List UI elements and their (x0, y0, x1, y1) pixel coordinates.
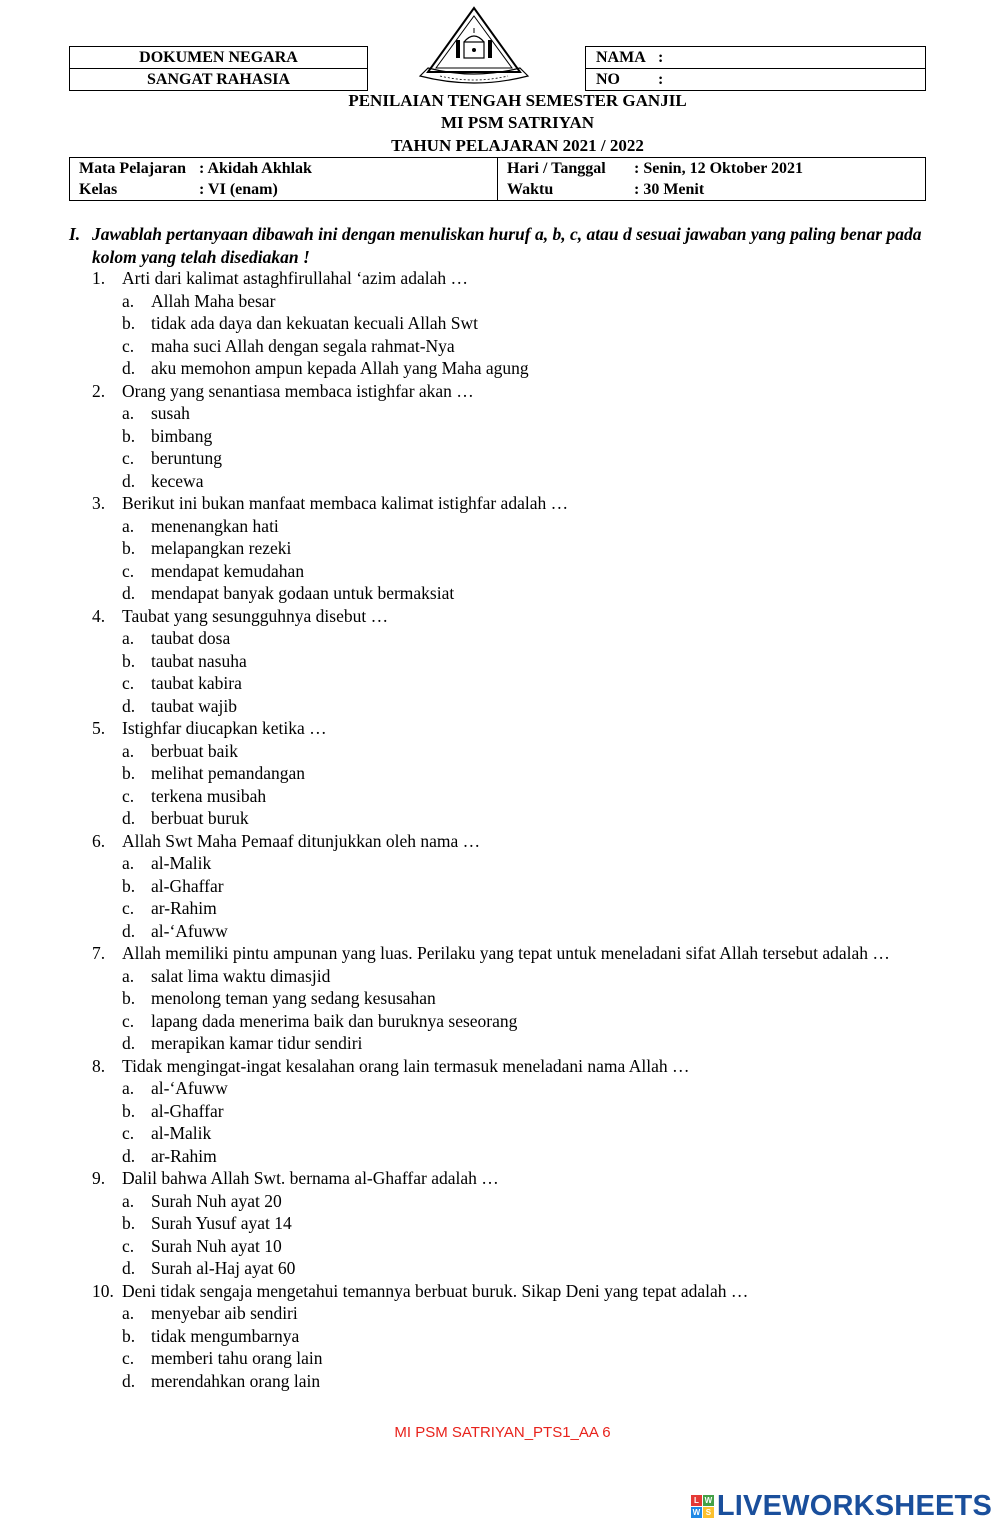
answer-option[interactable] (122, 537, 932, 560)
question-list (92, 267, 932, 1392)
option-letter: d. (122, 1145, 136, 1166)
option-letter: b. (122, 425, 136, 446)
question-text: Allah memiliki pintu ampunan yang luas. Perilaku yang tepat untuk meneladani sifat Allah tersebut adalah … (122, 943, 890, 963)
answer-option[interactable] (122, 1122, 932, 1145)
question-number: 4. (92, 605, 106, 626)
exam-info-table (69, 157, 926, 201)
option-letter: c. (122, 785, 135, 806)
answer-option[interactable] (122, 582, 932, 605)
option-letter: c. (122, 1348, 135, 1368)
liveworksheets-logo[interactable] (691, 1490, 992, 1523)
class-label: Kelas (79, 181, 118, 198)
option-text: taubat wajib (151, 695, 238, 716)
option-letter: c. (122, 448, 135, 468)
exam-title: PENILAIAN TENGAH SEMESTER GANJIL (348, 91, 687, 110)
date-value: : Senin, 12 Oktober 2021 (634, 160, 804, 177)
question-number: 7. (92, 943, 106, 963)
option-text: taubat dosa (151, 628, 231, 648)
option-letter: a. (122, 628, 135, 648)
option-text: menenangkan hati (151, 515, 279, 536)
subject-row (79, 158, 497, 179)
option-text: salat lima waktu dimasjid (151, 965, 331, 986)
date-label: Hari / Tanggal (507, 160, 606, 177)
option-text: kecewa (151, 470, 204, 491)
option-letter: b. (122, 1213, 136, 1233)
option-letter: c. (122, 560, 135, 581)
option-letter: b. (122, 1325, 136, 1346)
answer-option[interactable] (122, 965, 932, 988)
answer-option[interactable] (122, 312, 932, 335)
logo-tile: W (692, 1508, 701, 1517)
option-text: merendahkan orang lain (151, 1370, 321, 1391)
option-letter: b. (122, 650, 136, 671)
question-number: 9. (92, 1168, 106, 1188)
option-letter: a. (122, 290, 135, 311)
option-text: mendapat banyak godaan untuk bermaksiat (151, 583, 455, 603)
question-number: 2. (92, 380, 106, 401)
option-text: al-‘Afuww (151, 920, 228, 941)
instruction-text: Jawablah pertanyaan dibawah ini dengan menuliskan huruf a, b, c, atau d sesuai jawaban yang paling benar pada kolom yang telah disediakan ! (92, 224, 922, 267)
option-letter: d. (122, 695, 136, 716)
option-letter: d. (122, 470, 136, 491)
question-text: Berikut ini bukan manfaat membaca kalimat istighfar adalah … (122, 493, 569, 513)
question-item (92, 1167, 932, 1280)
option-letter: d. (122, 1033, 136, 1053)
option-letter: d. (122, 358, 136, 378)
option-text: menolong teman yang sedang kesusahan (151, 988, 436, 1008)
option-letter: d. (122, 1258, 136, 1278)
option-text: susah (151, 403, 190, 423)
answer-option[interactable] (122, 695, 932, 718)
option-text: memberi tahu orang lain (151, 1348, 323, 1368)
option-letter: c. (122, 335, 135, 356)
option-text: al-Ghaffar (151, 875, 224, 896)
answer-option[interactable] (122, 1010, 932, 1033)
question-item (92, 1055, 932, 1168)
answer-option[interactable] (122, 987, 932, 1010)
question-number: 3. (92, 493, 106, 513)
option-letter: d. (122, 920, 136, 941)
answer-option[interactable] (122, 1235, 932, 1258)
question-text: Istighfar diucapkan ketika … (122, 718, 327, 738)
logo-tile: W (704, 1496, 713, 1505)
option-letter: c. (122, 1123, 135, 1143)
question-item (92, 492, 932, 605)
answer-option[interactable] (122, 1325, 932, 1348)
option-text: Surah al-Haj ayat 60 (151, 1258, 296, 1278)
answer-option[interactable] (122, 470, 932, 493)
answer-option[interactable] (122, 425, 932, 448)
question-item (92, 830, 932, 943)
answer-option[interactable] (122, 1347, 932, 1370)
option-text: Surah Nuh ayat 20 (151, 1190, 282, 1211)
question-text: Deni tidak sengaja mengetahui temannya berbuat buruk. Sikap Deni yang tepat adalah … (122, 1280, 749, 1301)
question-text: Tidak mengingat-ingat kesalahan orang lain termasuk meneladani nama Allah … (122, 1055, 690, 1076)
option-text: merapikan kamar tidur sendiri (151, 1033, 363, 1053)
option-text: berbuat baik (151, 740, 238, 761)
option-text: terkena musibah (151, 785, 267, 806)
option-letter: c. (122, 1235, 135, 1256)
liveworksheets-logo-icon (691, 1495, 714, 1518)
answer-option[interactable] (122, 1257, 932, 1280)
answer-option[interactable] (122, 515, 932, 538)
document-footer-code: MI PSM SATRIYAN_PTS1_AA 6 (394, 1424, 611, 1441)
option-letter: a. (122, 403, 135, 423)
logo-tile: S (703, 1507, 714, 1518)
student-identity-box (585, 46, 926, 91)
answer-option[interactable] (122, 335, 932, 358)
option-text: ar-Rahim (151, 1145, 217, 1166)
section-number: I. (69, 224, 81, 244)
document-classification-box (69, 46, 368, 91)
option-letter: b. (122, 875, 136, 896)
answer-option[interactable] (122, 762, 932, 785)
answer-option[interactable] (122, 402, 932, 425)
option-text: aku memohon ampun kepada Allah yang Maha agung (151, 358, 529, 378)
option-text: taubat nasuha (151, 650, 247, 671)
option-text: al-‘Afuww (151, 1078, 228, 1098)
option-text: menyebar aib sendiri (151, 1303, 298, 1323)
answer-option[interactable] (122, 1190, 932, 1213)
answer-option[interactable] (122, 1370, 932, 1393)
answer-option[interactable] (122, 897, 932, 920)
question-item (92, 605, 932, 718)
question-number: 8. (92, 1055, 106, 1076)
option-letter: d. (122, 583, 136, 603)
answer-option[interactable] (122, 447, 932, 470)
option-text: taubat kabira (151, 673, 242, 693)
question-text: Taubat yang sesungguhnya disebut … (122, 605, 389, 626)
option-letter: a. (122, 1303, 135, 1323)
question-text: Allah Swt Maha Pemaaf ditunjukkan oleh nama … (122, 830, 481, 851)
question-number: 5. (92, 718, 106, 738)
section-instruction (69, 223, 939, 269)
class-row (79, 179, 497, 200)
time-value: : 30 Menit (634, 181, 705, 198)
question-item (92, 942, 932, 1055)
option-letter: a. (122, 740, 135, 761)
option-letter: b. (122, 988, 136, 1008)
option-text: ar-Rahim (151, 898, 217, 918)
option-text: Surah Yusuf ayat 14 (151, 1213, 292, 1233)
option-letter: d. (122, 808, 136, 828)
option-letter: a. (122, 1078, 135, 1098)
option-letter: a. (122, 965, 135, 986)
option-letter: c. (122, 898, 135, 918)
date-row (507, 158, 925, 179)
option-letter: b. (122, 763, 136, 783)
option-letter: d. (122, 1370, 136, 1391)
option-letter: a. (122, 515, 135, 536)
logo-tile: L (691, 1495, 702, 1506)
answer-option[interactable] (122, 740, 932, 763)
option-text: tidak mengumbarnya (151, 1325, 300, 1346)
option-text: Surah Nuh ayat 10 (151, 1235, 282, 1256)
answer-option[interactable] (122, 807, 932, 830)
classification-line: SANGAT RAHASIA (70, 68, 367, 90)
time-row (507, 179, 925, 200)
option-text: mendapat kemudahan (151, 560, 305, 581)
question-item (92, 717, 932, 830)
name-row[interactable] (586, 47, 925, 68)
option-letter: c. (122, 673, 135, 693)
option-letter: b. (122, 538, 136, 558)
info-left-column (70, 158, 497, 200)
answer-option[interactable] (122, 1032, 932, 1055)
number-separator: : (658, 71, 664, 88)
school-name: MI PSM SATRIYAN (440, 113, 595, 132)
question-item (92, 380, 932, 493)
answer-option[interactable] (122, 1100, 932, 1123)
option-text: lapang dada menerima baik dan buruknya seseorang (151, 1010, 518, 1031)
answer-option[interactable] (122, 1212, 932, 1235)
option-text: beruntung (151, 448, 222, 468)
option-text: maha suci Allah dengan segala rahmat-Nya (151, 335, 455, 356)
answer-option[interactable] (122, 920, 932, 943)
question-item (92, 1280, 932, 1393)
school-emblem-icon (416, 6, 532, 88)
option-letter: c. (122, 1010, 135, 1031)
class-value: : VI (enam) (199, 181, 278, 198)
answer-option[interactable] (122, 1077, 932, 1100)
question-number: 10. (92, 1280, 114, 1301)
question-text: Dalil bahwa Allah Swt. bernama al-Ghaffar adalah … (122, 1168, 499, 1188)
question-text: Arti dari kalimat astaghfirullahal ‘azim adalah … (122, 268, 468, 288)
question-item (92, 267, 932, 380)
option-text: berbuat buruk (151, 808, 249, 828)
answer-option[interactable] (122, 785, 932, 808)
question-text: Orang yang senantiasa membaca istighfar akan … (122, 380, 474, 401)
option-text: al-Ghaffar (151, 1100, 224, 1121)
number-label: NO (596, 71, 620, 88)
option-letter: a. (122, 853, 135, 873)
option-text: al-Malik (151, 1123, 212, 1143)
liveworksheets-logo-text: LIVEWORKSHEETS (716, 1490, 992, 1522)
info-right-column (497, 158, 925, 200)
answer-option[interactable] (122, 1302, 932, 1325)
option-text: Allah Maha besar (151, 290, 276, 311)
time-label: Waktu (507, 181, 554, 198)
subject-value: : Akidah Akhlak (199, 160, 312, 177)
answer-option[interactable] (122, 852, 932, 875)
name-label: NAMA (596, 49, 646, 66)
number-row[interactable] (586, 68, 925, 90)
answer-option[interactable] (122, 560, 932, 583)
name-separator: : (658, 49, 664, 66)
question-number: 6. (92, 830, 106, 851)
answer-option[interactable] (122, 1145, 932, 1168)
answer-option[interactable] (122, 650, 932, 673)
option-letter: a. (122, 1190, 135, 1211)
option-text: tidak ada daya dan kekuatan kecuali Allah Swt (151, 313, 479, 333)
option-text: melapangkan rezeki (151, 538, 292, 558)
option-text: al-Malik (151, 853, 212, 873)
question-number: 1. (92, 268, 106, 288)
classification-line: DOKUMEN NEGARA (139, 49, 298, 66)
academic-year: TAHUN PELAJARAN 2021 / 2022 (391, 136, 644, 155)
option-text: melihat pemandangan (151, 763, 306, 783)
option-letter: b. (122, 313, 136, 333)
subject-label: Mata Pelajaran (79, 160, 187, 177)
option-text: bimbang (151, 425, 213, 446)
answer-option[interactable] (122, 290, 932, 313)
answer-option[interactable] (122, 627, 932, 650)
option-letter: b. (122, 1100, 136, 1121)
answer-option[interactable] (122, 875, 932, 898)
answer-option[interactable] (122, 672, 932, 695)
answer-option[interactable] (122, 357, 932, 380)
